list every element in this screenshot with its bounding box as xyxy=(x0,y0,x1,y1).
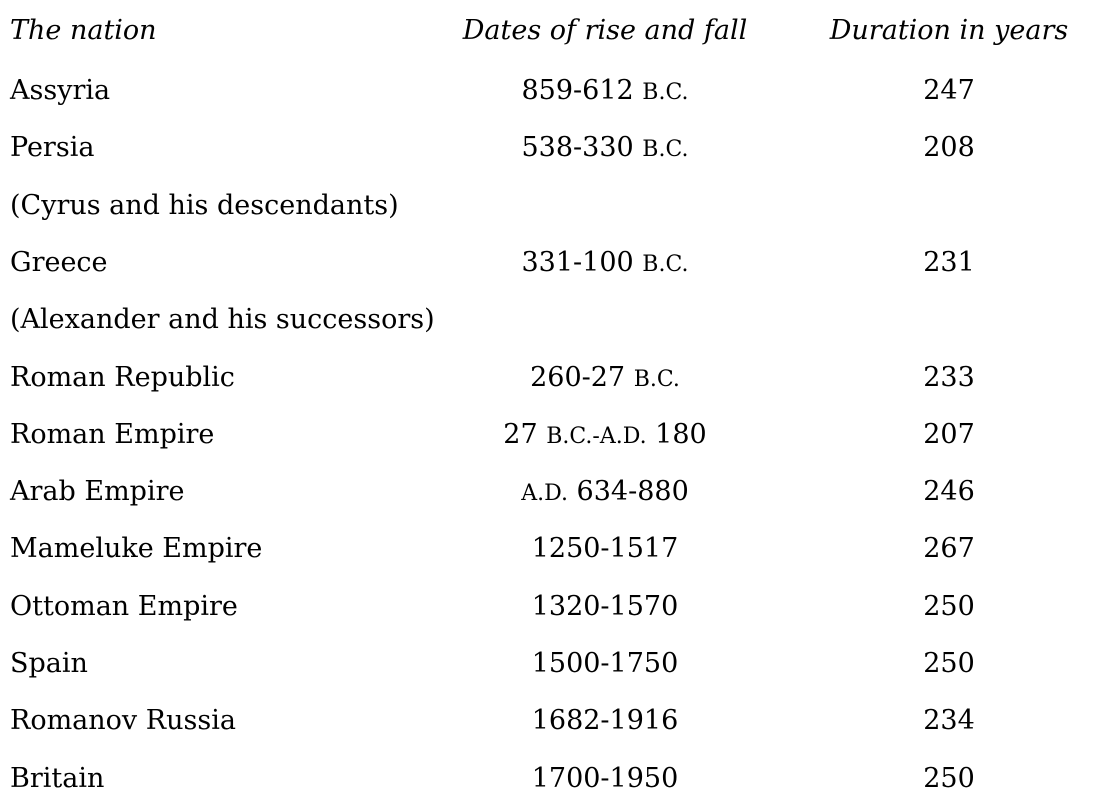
dates-cell xyxy=(532,644,679,684)
duration-cell: 234 xyxy=(923,705,975,736)
nation-cell: (Alexander and his successors) xyxy=(10,304,435,335)
nation-cell: Romanov Russia xyxy=(10,705,236,736)
duration-cell: 250 xyxy=(923,648,975,679)
nation-cell: Spain xyxy=(10,648,88,679)
nation-cell: Greece xyxy=(10,247,108,278)
era-label: B.C. xyxy=(642,80,689,105)
duration-cell: 207 xyxy=(923,419,975,450)
nation-cell: Arab Empire xyxy=(10,476,185,507)
duration-cell: 231 xyxy=(923,247,975,278)
table-row xyxy=(0,71,1114,111)
year-range: 1320-1570 xyxy=(531,591,679,622)
table-row xyxy=(0,186,1114,226)
year-range: 859-612 xyxy=(521,75,643,106)
dates-cell xyxy=(522,128,689,170)
year-range: 27 xyxy=(503,419,547,450)
dates-cell xyxy=(532,529,679,569)
era-label: B.C. xyxy=(633,367,680,392)
nation-cell: Ottoman Empire xyxy=(10,591,238,622)
table-header xyxy=(0,11,1114,51)
dates-cell xyxy=(532,701,679,741)
table-row xyxy=(0,415,1114,455)
year-range: 1500-1750 xyxy=(531,648,679,679)
era-label: B.C. xyxy=(642,137,689,162)
nation-cell: Mameluke Empire xyxy=(10,533,263,564)
duration-cell: 233 xyxy=(923,362,975,393)
year-range: 1682-1916 xyxy=(531,705,679,736)
dates-cell xyxy=(521,472,689,514)
table-row xyxy=(0,243,1114,283)
year-range: 331-100 xyxy=(521,247,643,278)
era-label: A.D. xyxy=(521,481,568,506)
duration-cell: 250 xyxy=(923,763,975,794)
table-row xyxy=(0,529,1114,569)
nation-cell: Persia xyxy=(10,132,95,163)
table-row xyxy=(0,472,1114,512)
nation-cell: Roman Empire xyxy=(10,419,215,450)
year-range: 180 xyxy=(646,419,707,450)
duration-cell: 247 xyxy=(923,75,975,106)
table-row xyxy=(0,701,1114,741)
header-duration: Duration in years xyxy=(829,15,1069,46)
year-range: 260-27 xyxy=(530,362,634,393)
nation-cell: (Cyrus and his descendants) xyxy=(10,190,399,221)
dates-cell xyxy=(532,759,679,799)
nation-cell: Assyria xyxy=(10,75,111,106)
duration-cell: 208 xyxy=(923,132,975,163)
nation-cell: Britain xyxy=(10,763,105,794)
nation-cell: Roman Republic xyxy=(10,362,235,393)
table-row xyxy=(0,300,1114,340)
year-range: 1250-1517 xyxy=(531,533,679,564)
dates-cell xyxy=(522,71,689,113)
duration-cell: 246 xyxy=(923,476,975,507)
era-label: B.C.-A.D. xyxy=(546,424,647,449)
table-row xyxy=(0,587,1114,627)
duration-cell: 267 xyxy=(923,533,975,564)
table-row xyxy=(0,128,1114,168)
era-label: B.C. xyxy=(642,252,689,277)
table-row xyxy=(0,358,1114,398)
table-row xyxy=(0,759,1114,799)
year-range: 1700-1950 xyxy=(531,763,679,794)
header-dates: Dates of rise and fall xyxy=(462,15,748,46)
dates-cell xyxy=(532,587,679,627)
header-nation: The nation xyxy=(10,15,157,46)
dates-cell xyxy=(503,415,706,457)
dates-cell xyxy=(530,358,680,400)
duration-cell: 250 xyxy=(923,591,975,622)
year-range: 634-880 xyxy=(567,476,689,507)
year-range: 538-330 xyxy=(521,132,643,163)
dates-cell xyxy=(522,243,689,285)
table-row xyxy=(0,644,1114,684)
